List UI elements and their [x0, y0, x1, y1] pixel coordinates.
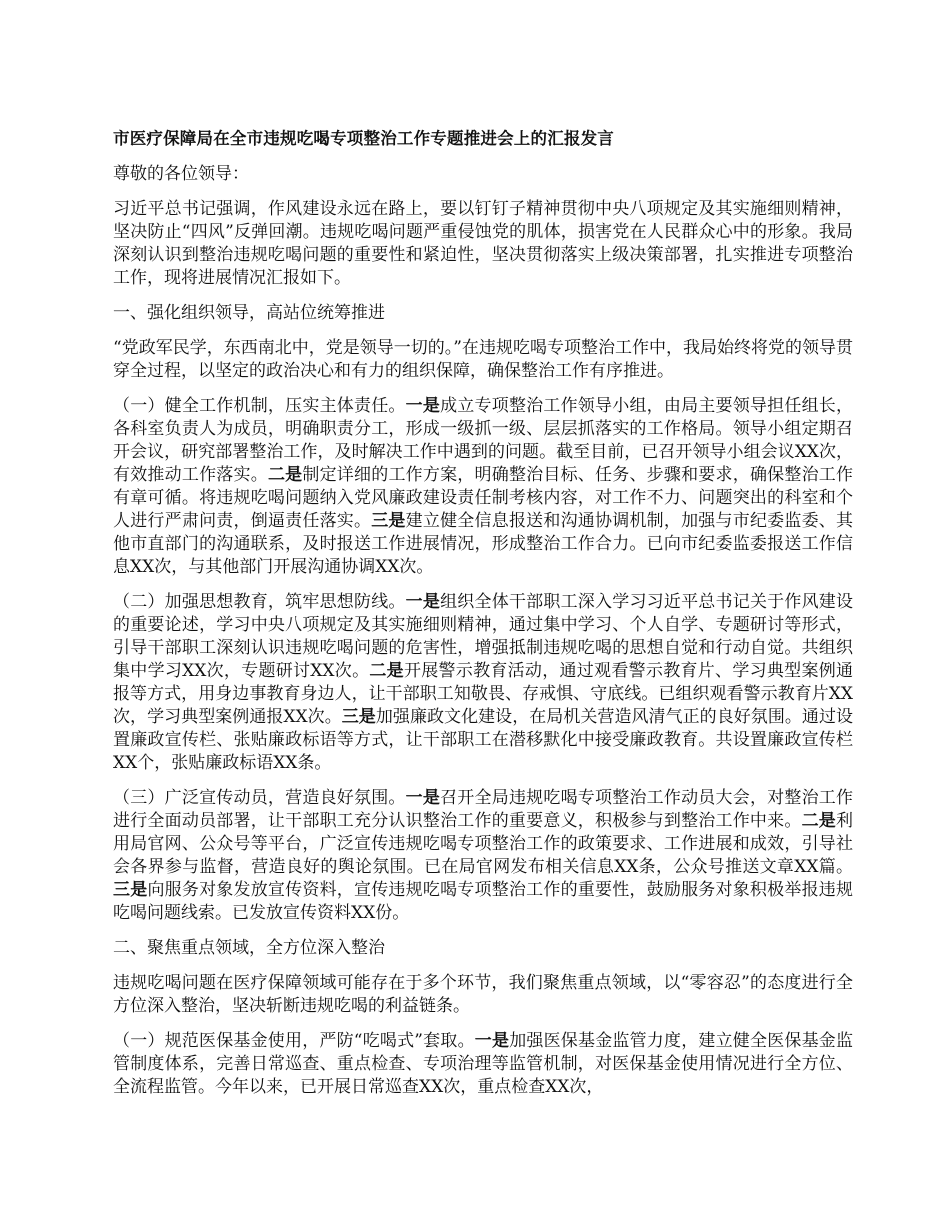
- intro-paragraph: 习近平总书记强调，作风建设永远在路上，要以钉钉子精神贯彻中央八项规定及其实施细则精神，坚决防止“四风”反弹回潮。违规吃喝问题严重侵蚀党的肌体，损害党在人民群众心中的形象。我局深刻认识到整治违规吃喝问题的重要性和紧迫性，坚决贯彻落实上级决策部署，扎实推进专项整治工作，现将进展情况汇报如下。: [113, 199, 853, 288]
- section-lead-2: 违规吃喝问题在医疗保障领域可能存在于多个环节，我们聚焦重点领域，以“零容忍”的态度进行全方位深入整治，坚决斩断违规吃喝的利益链条。: [113, 973, 853, 1016]
- subsection-prefix: （二）加强思想教育，筑牢思想防线。: [113, 592, 406, 612]
- segment-text: 利用局官网、公众号等平台，广泛宣传违规吃喝专项整治工作的政策要求、工作进展和成效，引导社会各界参与监督，营造良好的舆论氛围。已在局官网发布相关信息XX条，公众号推送文章XX篇。: [113, 811, 854, 877]
- document-title: 市医疗保障局在全市违规吃喝专项整治工作专题推进会上的汇报发言: [113, 129, 614, 148]
- bold-marker: 三是: [341, 707, 376, 727]
- subsection-prefix: （一）健全工作机制，压实主体责任。: [113, 396, 406, 416]
- bold-marker: 二是: [267, 465, 303, 485]
- segment-text: 成立专项整治工作领导小组，由局主要领导担任组长，各科室负责人为成员，明确职责分工，形成一级抓一级、层层抓落实的工作格局。领导小组定期召开会议，研究部署整治工作，及时解决工作中遇到的问题。截至目前，已召开领导小组会议XX次，有效推动工作落实。: [113, 396, 854, 485]
- subsection-paragraph: [113, 591, 853, 775]
- bold-marker: 一是: [474, 1031, 510, 1051]
- salutation: 尊敬的各位领导：: [113, 164, 249, 184]
- document-page: [113, 127, 853, 1111]
- segment-text: 建立健全信息报送和沟通协调机制，加强与市纪委监委、其他市直部门的沟通联系，及时报送工作进展情况，形成整治工作合力。已向市纪委监委报送工作信息XX次，与其他部门开展沟通协调XX次。: [113, 511, 854, 577]
- bold-marker: 一是: [405, 592, 441, 612]
- segment-text: 制定详细的工作方案，明确整治目标、任务、步骤和要求，确保整治工作有章可循。将违规吃喝问题纳入党风廉政建设责任制考核内容，对工作不力、问题突出的科室和个人进行严肃问责，倒逼责任落实。: [113, 465, 854, 531]
- subsection-paragraph: [113, 1030, 853, 1099]
- segment-text: 开展警示教育活动，通过观看警示教育片、学习典型案例通报等方式，用身边事教育身边人，让干部职工知敬畏、存戒惧、守底线。已组织观看警示教育片XX次，学习典型案例通报XX次。: [113, 661, 854, 727]
- subsection-paragraph: [113, 395, 853, 579]
- section-lead-1: “党政军民学，东西南北中，党是领导一切的。”在违规吃喝专项整治工作中，我局始终将党的领导贯穿全过程，以坚定的政治决心和有力的组织保障，确保整治工作有序推进。: [113, 338, 853, 381]
- bold-marker: 一是: [405, 396, 441, 416]
- segment-text: 加强医保基金监管力度，建立健全医保基金监管制度体系，完善日常巡查、重点检查、专项治理等监管机制，对医保基金使用情况进行全方位、全流程监管。今年以来，已开展日常巡查XX次，重点检查XX次，: [113, 1031, 854, 1097]
- segment-text: 召开全局违规吃喝专项整治工作动员大会，对整治工作进行全面动员部署，让干部职工充分认识整治工作的重要意义，积极参与到整治工作中来。: [113, 788, 854, 831]
- subsection-paragraph: [113, 787, 853, 925]
- bold-marker: 三是: [113, 880, 148, 900]
- section-heading-1: 一、强化组织领导，高站位统筹推进: [113, 303, 385, 323]
- bold-marker: 三是: [371, 511, 406, 531]
- segment-text: 加强廉政文化建设，在局机关营造风清气正的良好氛围。通过设置廉政宣传栏、张贴廉政标语等方式，让干部职工在潜移默化中接受廉政教育。共设置廉政宣传栏XX个，张贴廉政标语XX条。: [113, 707, 854, 773]
- subsection-prefix: （三）广泛宣传动员，营造良好氛围。: [113, 788, 406, 808]
- segment-text: 向服务对象发放宣传资料，宣传违规吃喝专项整治工作的重要性，鼓励服务对象积极举报违规吃喝问题线索。已发放宣传资料XX份。: [113, 880, 854, 923]
- section-heading-2: 二、聚焦重点领域，全方位深入整治: [113, 938, 385, 958]
- bold-marker: 二是: [369, 661, 404, 681]
- subsection-prefix: （一）规范医保基金使用，严防“吃喝式”套取。: [113, 1031, 475, 1051]
- segment-text: 组织全体干部职工深入学习习近平总书记关于作风建设的重要论述，学习中央八项规定及其实施细则精神，通过集中学习、个人自学、专题研讨等形式，引导干部职工深刻认识违规吃喝问题的危害性，增强抵制违规吃喝的思想自觉和行动自觉。共组织集中学习XX次，专题研讨XX次。: [113, 592, 854, 681]
- bold-marker: 二是: [801, 811, 837, 831]
- bold-marker: 一是: [405, 788, 441, 808]
